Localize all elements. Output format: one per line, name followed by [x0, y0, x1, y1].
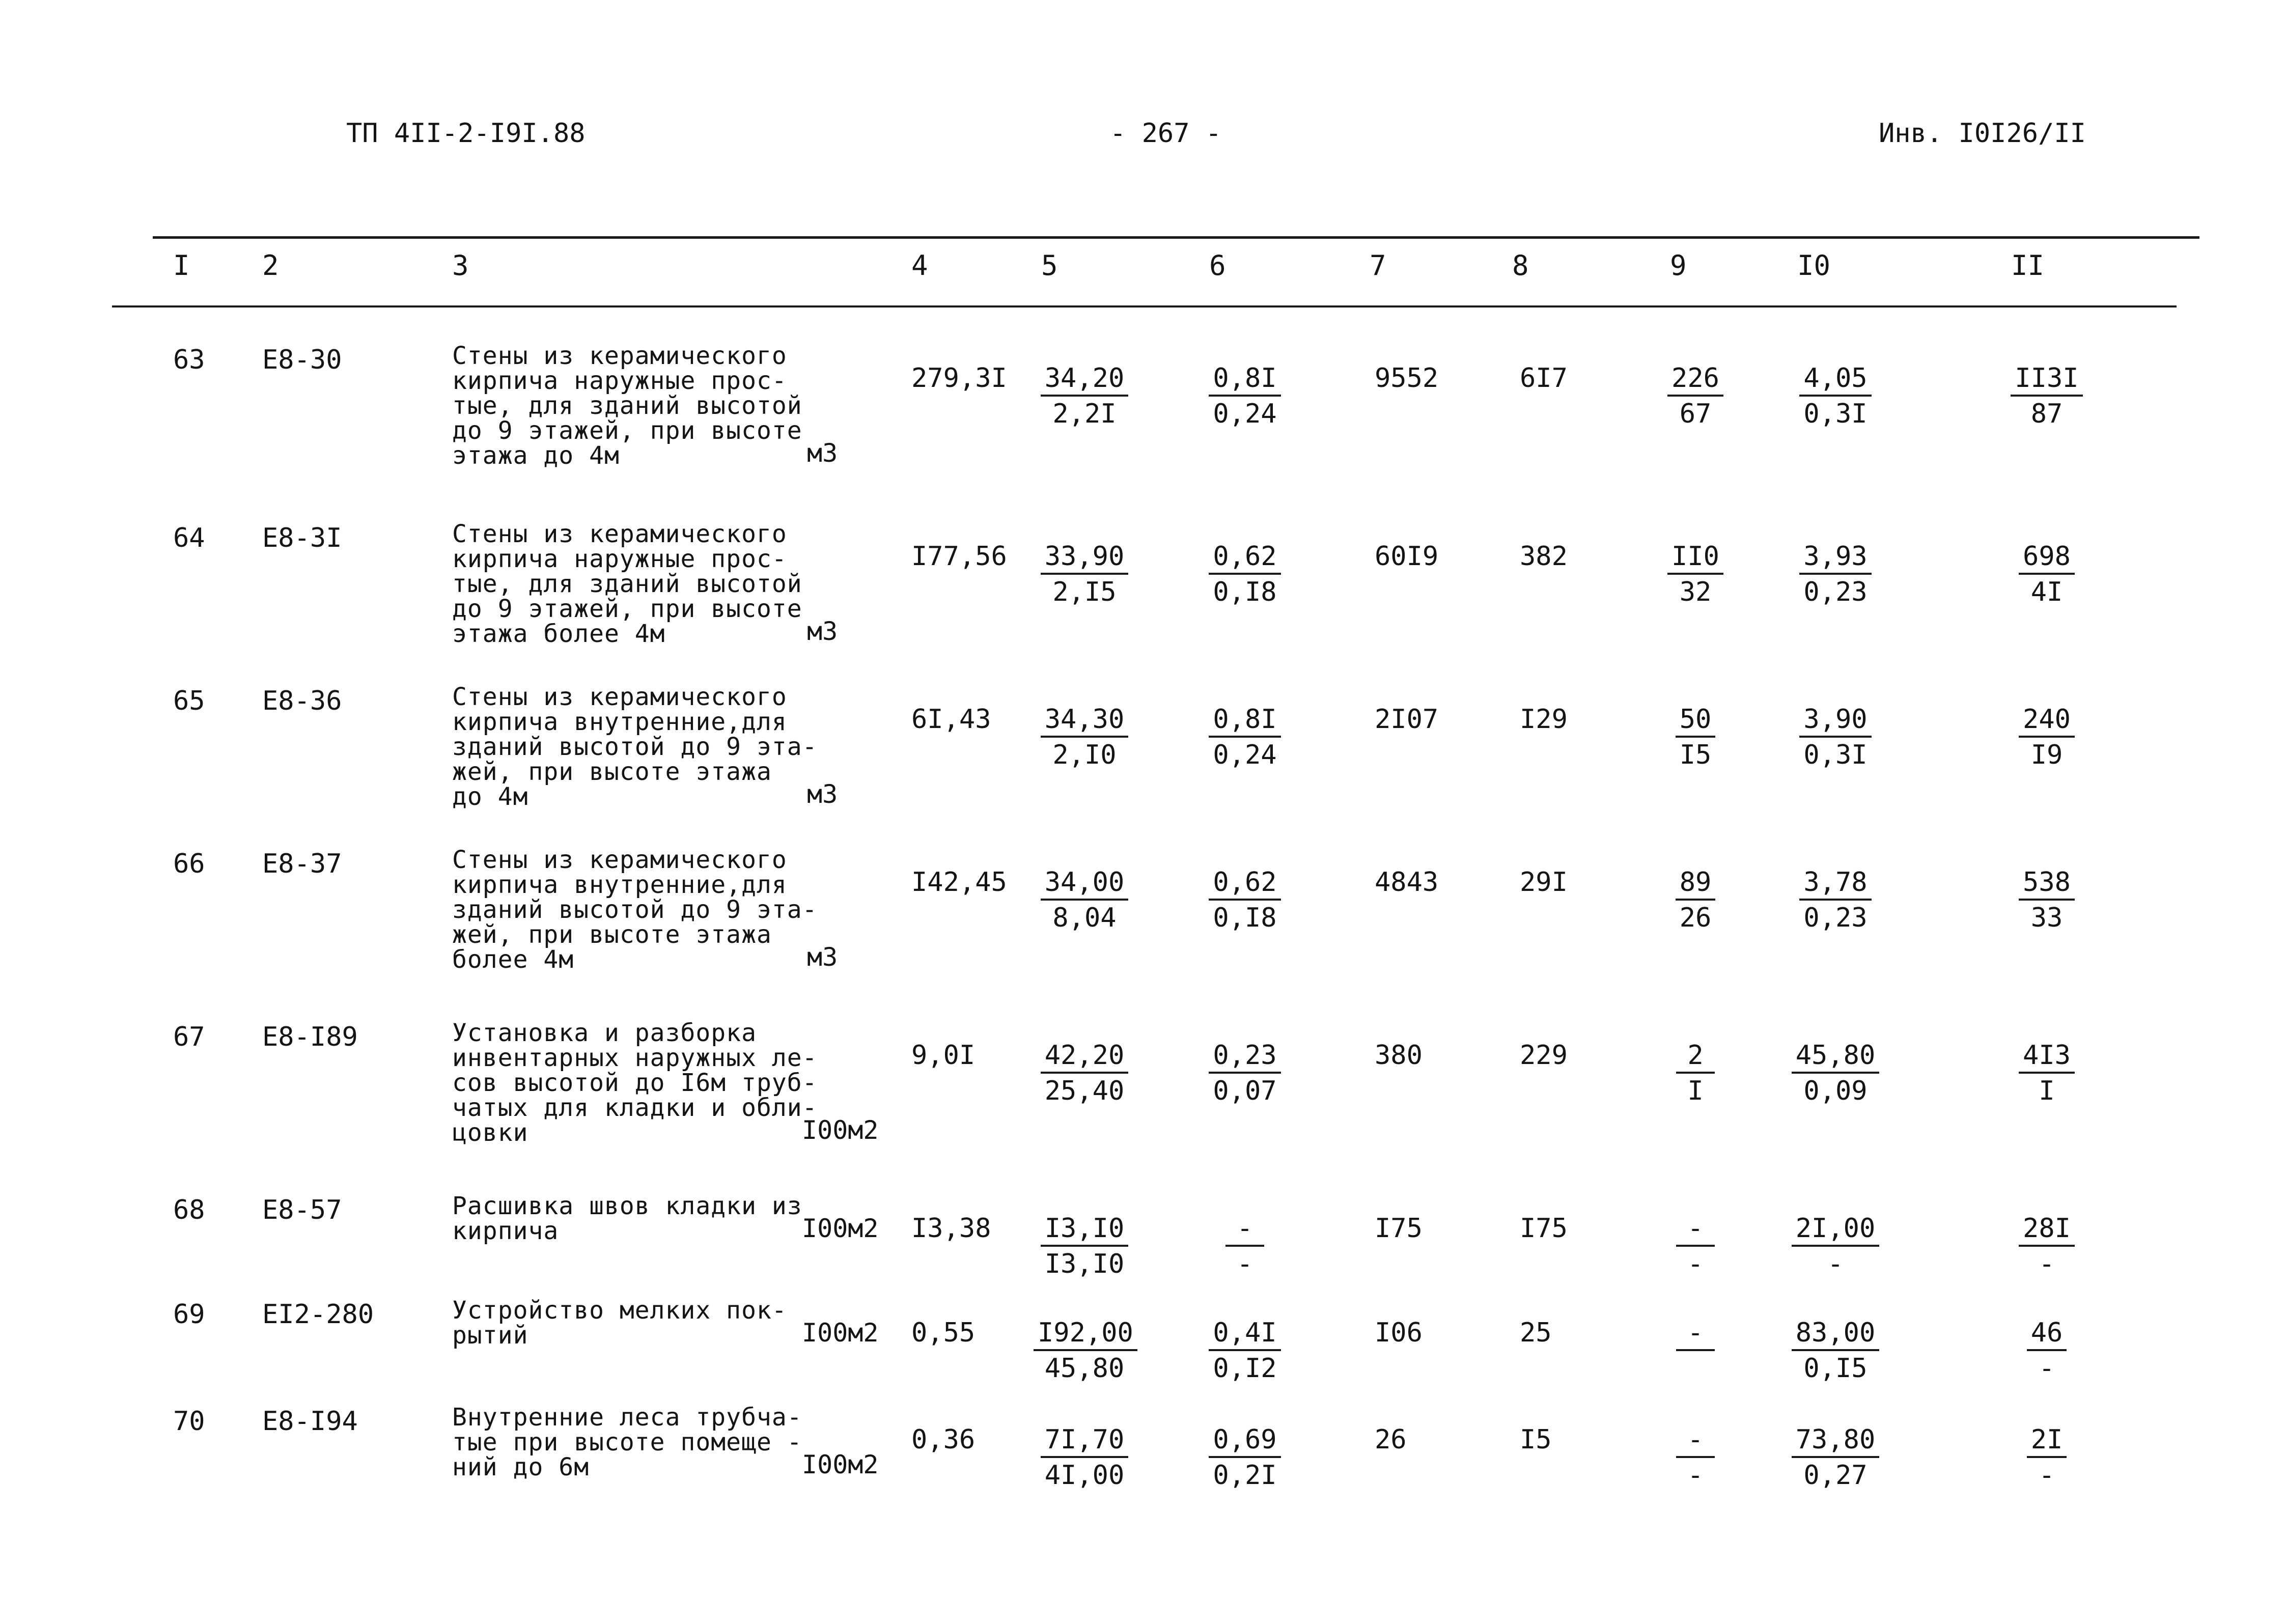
fraction-denominator: 0,07 [1213, 1076, 1277, 1106]
fraction-denominator: 0,09 [1803, 1076, 1868, 1106]
fraction-denominator: 0,I8 [1213, 577, 1277, 607]
measure-unit: м3 [807, 942, 838, 972]
column-7-value: 4843 [1375, 867, 1439, 898]
description-line: зданий высотой до 9 эта- [452, 733, 818, 761]
fraction-c11 [1996, 703, 2098, 771]
row-number: 64 [173, 523, 205, 553]
description-line: тые при высоте помеще - [452, 1428, 802, 1457]
fraction-denominator: 4I,00 [1044, 1460, 1125, 1491]
description-line: кирпича [452, 1217, 559, 1245]
fraction-denominator: 0,3I [1803, 740, 1868, 770]
description-line: Стены из керамического [452, 342, 787, 370]
fraction-denominator: I9 [2030, 740, 2063, 770]
fraction-numerator: 73,80 [1792, 1423, 1880, 1458]
fraction-denominator: 0,2I [1213, 1460, 1277, 1491]
fraction-numerator: 7I,70 [1041, 1423, 1129, 1458]
column-8-value: I5 [1520, 1424, 1552, 1455]
row-number: 66 [173, 849, 205, 879]
fraction-numerator: 34,20 [1041, 362, 1129, 397]
description-line: до 9 этажей, при высоте [452, 416, 802, 445]
fraction-numerator: 3,90 [1799, 703, 1871, 738]
description-line: тые, для зданий высотой [452, 570, 802, 598]
fraction-numerator: 0,8I [1209, 362, 1280, 397]
fraction-denominator: 32 [1679, 577, 1712, 607]
column-number-11: II [2011, 249, 2045, 282]
fraction-denominator: 0,24 [1213, 399, 1277, 429]
fraction-denominator: 0,24 [1213, 740, 1277, 770]
work-code: E8-I89 [262, 1022, 358, 1052]
work-code: E8-30 [262, 345, 342, 375]
fraction-c6 [1194, 1317, 1296, 1385]
fraction-denominator: 2,I5 [1052, 577, 1117, 607]
fraction-denominator: 8,04 [1052, 903, 1117, 933]
fraction-c9 [1645, 1212, 1746, 1280]
description-line: Стены из керамического [452, 520, 787, 548]
fraction-denominator: 2,I0 [1052, 740, 1117, 770]
column-number-7: 7 [1370, 249, 1386, 282]
fraction-numerator: 240 [2019, 703, 2075, 738]
quantity: I77,56 [911, 541, 1007, 572]
description-line: зданий высотой до 9 эта- [452, 895, 818, 924]
column-number-1: I [173, 249, 190, 282]
description-line: сов высотой до I6м труб- [452, 1069, 818, 1097]
fraction-c5 [1034, 703, 1135, 771]
column-7-value: I06 [1375, 1318, 1423, 1348]
fraction-numerator: 50 [1676, 703, 1716, 738]
fraction-c6 [1194, 1423, 1296, 1492]
work-description [452, 1194, 802, 1244]
fraction-numerator: 0,69 [1209, 1423, 1280, 1458]
work-description [452, 1405, 802, 1480]
column-number-4: 4 [911, 249, 928, 282]
fraction-c9 [1645, 540, 1746, 608]
column-number-9: 9 [1670, 249, 1687, 282]
fraction-numerator: 226 [1667, 362, 1723, 397]
fraction-numerator: - [1676, 1212, 1715, 1247]
work-code: E8-3I [262, 523, 342, 553]
description-line: ний до 6м [452, 1453, 590, 1481]
fraction-denominator: 0,I5 [1803, 1353, 1868, 1384]
fraction-numerator: 34,00 [1041, 866, 1129, 901]
page-number: - 267 - [1110, 118, 1222, 149]
work-description [452, 1298, 787, 1348]
description-line: этажа более 4м [452, 620, 665, 648]
row-number: 70 [173, 1406, 205, 1437]
fraction-c10 [1785, 1423, 1886, 1492]
column-7-value: 26 [1375, 1424, 1407, 1455]
work-description [452, 344, 802, 468]
fraction-numerator: 2 [1676, 1039, 1715, 1074]
measure-unit: м3 [807, 779, 838, 809]
fraction-c11 [1996, 362, 2098, 430]
description-line: кирпича наружные прос- [452, 367, 787, 395]
fraction-numerator: 28I [2019, 1212, 2075, 1247]
fraction-numerator: 3,78 [1799, 866, 1871, 901]
fraction-numerator: 0,4I [1209, 1317, 1280, 1351]
column-7-value: 60I9 [1375, 541, 1439, 572]
description-line: Стены из керамического [452, 846, 787, 874]
doc-number: ТП 4II-2-I9I.88 [346, 118, 586, 149]
fraction-numerator: - [1676, 1423, 1715, 1458]
table-top-rule [153, 236, 2199, 239]
fraction-c5 [1034, 1212, 1135, 1280]
fraction-numerator: 3,93 [1799, 540, 1871, 575]
fraction-denominator: 87 [2030, 399, 2063, 429]
fraction-c10 [1785, 540, 1886, 608]
fraction-denominator: - [1827, 1249, 1844, 1279]
column-8-value: 229 [1520, 1040, 1568, 1071]
fraction-numerator: 538 [2019, 866, 2075, 901]
column-7-value: I75 [1375, 1213, 1423, 1244]
fraction-numerator: - [1676, 1317, 1715, 1351]
fraction-c11 [1996, 1423, 2098, 1492]
fraction-denominator: 0,I2 [1213, 1353, 1277, 1384]
fraction-c6 [1194, 866, 1296, 934]
fraction-denominator: 45,80 [1044, 1353, 1125, 1384]
fraction-denominator: 4I [2030, 577, 2063, 607]
fraction-denominator: I [2039, 1076, 2055, 1106]
fraction-numerator: 42,20 [1041, 1039, 1129, 1074]
description-line: цовки [452, 1118, 528, 1147]
fraction-c10 [1785, 1039, 1886, 1107]
fraction-denominator: 33 [2030, 903, 2063, 933]
fraction-c6 [1194, 703, 1296, 771]
fraction-denominator: 0,I8 [1213, 903, 1277, 933]
description-line: более 4м [452, 945, 574, 974]
description-line: кирпича внутренние,для [452, 871, 787, 899]
fraction-denominator: 0,3I [1803, 399, 1868, 429]
fraction-denominator: 26 [1679, 903, 1712, 933]
fraction-c9 [1645, 362, 1746, 430]
quantity: 9,0I [911, 1040, 976, 1071]
description-line: этажа до 4м [452, 441, 620, 470]
fraction-numerator: 0,62 [1209, 540, 1280, 575]
column-8-value: I75 [1520, 1213, 1568, 1244]
fraction-numerator: 0,8I [1209, 703, 1280, 738]
fraction-c5 [1034, 1423, 1135, 1492]
fraction-denominator: I [1687, 1076, 1704, 1106]
measure-unit: I00м2 [802, 1214, 879, 1243]
fraction-c9 [1645, 1423, 1746, 1492]
column-7-value: 380 [1375, 1040, 1423, 1071]
fraction-c11 [1996, 866, 2098, 934]
column-8-value: I29 [1520, 704, 1568, 735]
fraction-denominator: 25,40 [1044, 1076, 1125, 1106]
fraction-denominator: - [1687, 1249, 1704, 1279]
fraction-denominator: - [2039, 1249, 2055, 1279]
fraction-c9 [1645, 866, 1746, 934]
fraction-c11 [1996, 1317, 2098, 1385]
column-number-8: 8 [1512, 249, 1529, 282]
fraction-numerator: 4I3 [2019, 1039, 2075, 1074]
measure-unit: I00м2 [802, 1318, 879, 1348]
description-line: Устройство мелких пок- [452, 1296, 787, 1325]
quantity: I42,45 [911, 867, 1007, 898]
quantity: 0,36 [911, 1424, 976, 1455]
fraction-c6 [1194, 1039, 1296, 1107]
quantity: I3,38 [911, 1213, 991, 1244]
fraction-denominator: 2,2I [1052, 399, 1117, 429]
description-line: кирпича наружные прос- [452, 545, 787, 573]
column-8-value: 25 [1520, 1318, 1552, 1348]
work-code: E8-I94 [262, 1406, 358, 1437]
fraction-numerator: 2I,00 [1792, 1212, 1880, 1247]
row-number: 63 [173, 345, 205, 375]
fraction-c6 [1194, 540, 1296, 608]
fraction-numerator: 83,00 [1792, 1317, 1880, 1351]
fraction-denominator: - [1687, 1460, 1704, 1491]
measure-unit: I00м2 [802, 1450, 879, 1479]
fraction-numerator: I92,00 [1034, 1317, 1137, 1351]
fraction-c6 [1194, 362, 1296, 430]
column-number-6: 6 [1209, 249, 1226, 282]
work-description [452, 848, 818, 972]
description-line: Расшивка швов кладки из [452, 1192, 802, 1220]
fraction-numerator: 4,05 [1799, 362, 1871, 397]
fraction-numerator: 45,80 [1792, 1039, 1880, 1074]
fraction-numerator: 0,62 [1209, 866, 1280, 901]
fraction-numerator: 698 [2019, 540, 2075, 575]
column-7-value: 9552 [1375, 363, 1439, 394]
row-number: 65 [173, 686, 205, 716]
fraction-denominator: 0,23 [1803, 577, 1868, 607]
work-code: E8-37 [262, 849, 342, 879]
description-line: Установка и разборка [452, 1019, 757, 1047]
description-line: Внутренние леса трубча- [452, 1403, 802, 1432]
fraction-denominator: 67 [1679, 399, 1712, 429]
fraction-c11 [1996, 1039, 2098, 1107]
work-code: E8-36 [262, 686, 342, 716]
row-number: 67 [173, 1022, 205, 1052]
column-8-value: 382 [1520, 541, 1568, 572]
column-7-value: 2I07 [1375, 704, 1439, 735]
work-code: E8-57 [262, 1195, 342, 1225]
fraction-numerator: 2I [2027, 1423, 2067, 1458]
inventory-number: Инв. I0I26/II [1879, 118, 2086, 149]
fraction-denominator: 0,27 [1803, 1460, 1868, 1491]
fraction-denominator: I5 [1679, 740, 1712, 770]
fraction-c5 [1034, 866, 1135, 934]
fraction-numerator: 0,23 [1209, 1039, 1280, 1074]
description-line: жей, при высоте этажа [452, 758, 772, 786]
measure-unit: I00м2 [802, 1115, 879, 1145]
fraction-denominator: I3,I0 [1044, 1249, 1125, 1279]
fraction-c6 [1194, 1212, 1296, 1280]
fraction-denominator: - [1237, 1249, 1253, 1279]
quantity: 6I,43 [911, 704, 991, 735]
fraction-c10 [1785, 1212, 1886, 1280]
description-line: чатых для кладки и обли- [452, 1094, 818, 1122]
table-header-rule [112, 305, 2177, 307]
column-number-5: 5 [1041, 249, 1058, 282]
column-8-value: 6I7 [1520, 363, 1568, 394]
fraction-denominator: - [2039, 1460, 2055, 1491]
fraction-numerator: 33,90 [1041, 540, 1129, 575]
fraction-c10 [1785, 362, 1886, 430]
measure-unit: м3 [807, 438, 838, 468]
column-8-value: 29I [1520, 867, 1568, 898]
fraction-numerator: II3I [2011, 362, 2082, 397]
fraction-denominator: 0,23 [1803, 903, 1868, 933]
fraction-c10 [1785, 866, 1886, 934]
fraction-c5 [1034, 540, 1135, 608]
work-description [452, 1021, 818, 1145]
fraction-c11 [1996, 1212, 2098, 1280]
column-number-3: 3 [452, 249, 469, 282]
description-line: жей, при высоте этажа [452, 920, 772, 949]
work-description [452, 522, 802, 647]
quantity: 0,55 [911, 1318, 976, 1348]
fraction-c9 [1645, 1317, 1746, 1352]
fraction-numerator: - [1225, 1212, 1264, 1247]
fraction-numerator: I3,I0 [1041, 1212, 1129, 1247]
fraction-c10 [1785, 1317, 1886, 1385]
fraction-c9 [1645, 703, 1746, 771]
description-line: тые, для зданий высотой [452, 391, 802, 420]
fraction-numerator: 34,30 [1041, 703, 1129, 738]
fraction-denominator: - [2039, 1353, 2055, 1384]
row-number: 69 [173, 1299, 205, 1330]
description-line: Стены из керамического [452, 683, 787, 711]
fraction-numerator: 46 [2027, 1317, 2067, 1351]
column-number-10: I0 [1797, 249, 1831, 282]
fraction-numerator: II0 [1667, 540, 1723, 575]
fraction-numerator: 89 [1676, 866, 1716, 901]
fraction-c11 [1996, 540, 2098, 608]
row-number: 68 [173, 1195, 205, 1225]
description-line: до 9 этажей, при высоте [452, 595, 802, 623]
description-line: инвентарных наружных ле- [452, 1044, 818, 1072]
fraction-c10 [1785, 703, 1886, 771]
fraction-c5 [1034, 362, 1135, 430]
work-description [452, 685, 818, 809]
fraction-c5 [1034, 1039, 1135, 1107]
fraction-c5 [1034, 1317, 1135, 1385]
column-number-2: 2 [262, 249, 279, 282]
quantity: 279,3I [911, 363, 1007, 394]
description-line: до 4м [452, 782, 528, 811]
work-code: EI2-280 [262, 1299, 374, 1330]
fraction-c9 [1645, 1039, 1746, 1107]
description-line: кирпича внутренние,для [452, 708, 787, 736]
measure-unit: м3 [807, 617, 838, 646]
description-line: рытий [452, 1321, 528, 1350]
